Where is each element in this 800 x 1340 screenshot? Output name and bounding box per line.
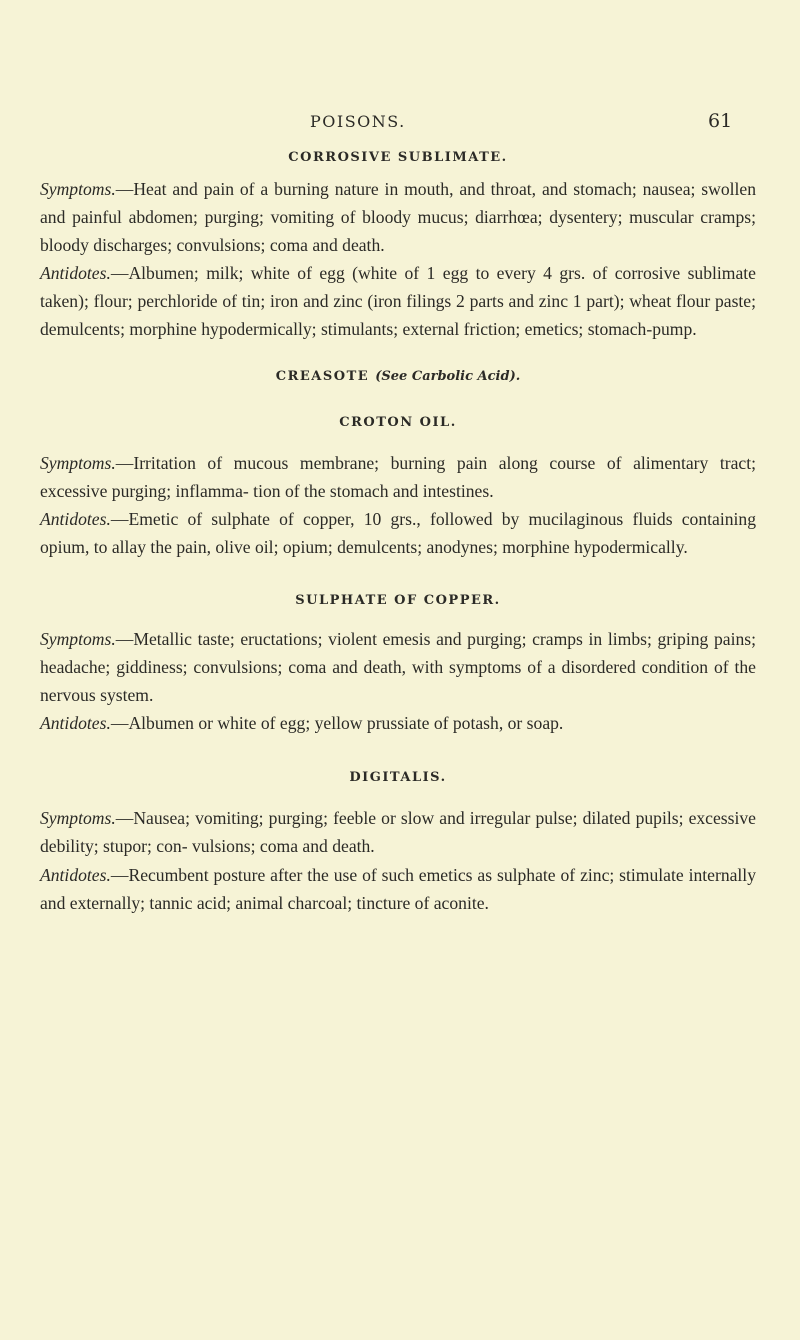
page-number: 61 — [708, 110, 733, 132]
symptoms-paragraph — [40, 625, 756, 709]
antidotes-paragraph — [40, 259, 756, 343]
antidotes-paragraph — [40, 505, 756, 561]
symptoms-text: —Nausea; vomiting; purging; feeble or slow and irregular pulse; dilated pupils; excessive debility; stupor; con- vulsions; coma and death. — [40, 808, 756, 857]
symptoms-label: Symptoms. — [40, 628, 116, 649]
section-heading: CROTON OIL. — [339, 414, 457, 430]
symptoms-label: Symptoms. — [40, 179, 116, 199]
symptoms-text: —Heat and pain of a burning nature in mouth, and throat, and stomach; nausea; swollen and painful abdomen; purging; vomiting of bloody mucus; diarrhœa; dysentery; muscular cramps; bloody discharges; convulsions; coma and death. — [40, 179, 756, 256]
antidotes-label: Antidotes. — [40, 713, 111, 734]
symptoms-paragraph — [40, 175, 756, 259]
antidotes-label: Antidotes. — [40, 864, 111, 885]
antidotes-text: —Albumen or white of egg; yellow prussiate of potash, or soap. — [110, 713, 564, 734]
symptoms-paragraph — [40, 449, 756, 505]
running-head — [0, 112, 800, 142]
antidotes-paragraph — [40, 709, 756, 737]
symptoms-text: —Metallic taste; eructations; violent emesis and purging; cramps in limbs; griping pains; headache; giddiness; convulsions; coma and death, with symptoms of a disordered condition of the nervous system. — [40, 628, 756, 706]
heading-text: CREASOTE — [275, 368, 370, 384]
antidotes-label: Antidotes. — [40, 263, 111, 284]
symptoms-label: Symptoms. — [40, 452, 116, 473]
antidotes-text: —Emetic of sulphate of copper, 10 grs., followed by mucilaginous fluids containing opium, to allay the pain, olive oil; opium; demulcents; anodynes; morphine hypodermically. — [40, 508, 756, 557]
section-heading — [40, 367, 756, 387]
running-title: POISONS. — [310, 112, 406, 131]
cross-reference: (See Carbolic Acid). — [375, 368, 521, 384]
symptoms-paragraph — [40, 804, 756, 860]
antidotes-text: —Recumbent posture after the use of such emetics as sulphate of zinc; stimulate internally and externally; tannic acid; animal charcoal; tincture of aconite. — [40, 864, 756, 913]
antidotes-label: Antidotes. — [40, 508, 111, 529]
page-content — [40, 148, 756, 917]
section-heading: SULPHATE OF COPPER. — [295, 592, 501, 608]
symptoms-text: —Irritation of mucous membrane; burning pain along course of alimentary tract; excessive purging; inflamma- tion of the stomach and intestines. — [40, 452, 756, 501]
antidotes-text: —Albumen; milk; white of egg (white of 1 egg to every 4 grs. of corrosive sublimate taken); flour; perchloride of tin; iron and zinc (iron filings 2 parts and zinc 1 part); wheat flour paste; demulcents; morphine hypodermically; stimulants; external friction; emetics; stomach-pump. — [40, 263, 756, 340]
section-heading: DIGITALIS. — [349, 770, 447, 786]
section-heading: CORROSIVE SUBLIMATE. — [288, 150, 508, 165]
symptoms-label: Symptoms. — [40, 808, 116, 829]
antidotes-paragraph — [40, 861, 756, 917]
